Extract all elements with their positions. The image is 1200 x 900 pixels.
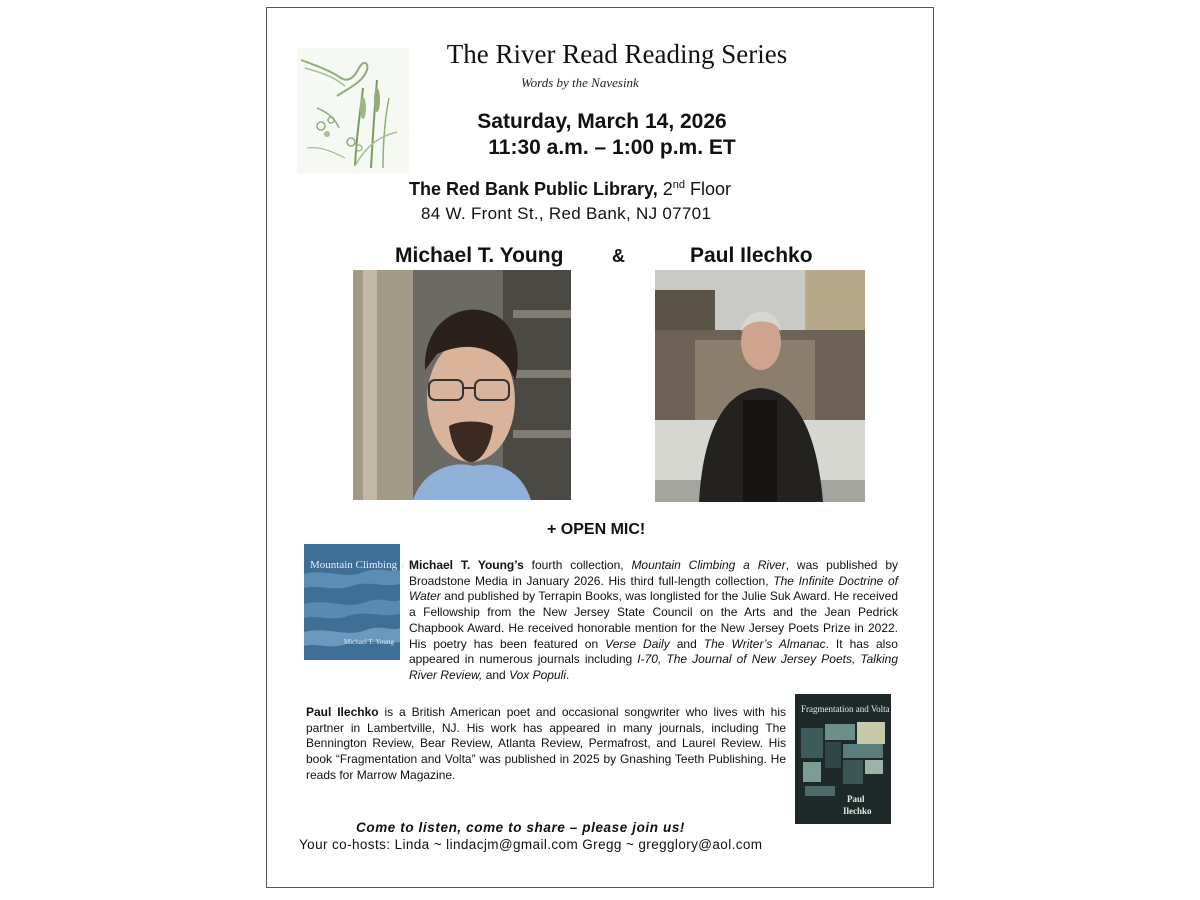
bio-michael-young bbox=[409, 558, 898, 684]
hosts-label: Your co-hosts: bbox=[299, 837, 391, 852]
bio1-italic-3: Verse Daily bbox=[605, 636, 670, 651]
bio1-text-2: , was published by Broadstone Media in January 2026. His third full-length collection, bbox=[409, 558, 898, 588]
bio1-text-3: and published by Terrapin Books, was longlisted for the Julie Suk Award. He received a Fellowship from the New Jersey State Council on the Arts and the Jean Pedrick Chapbook Award. He received honorable mention for the New Jersey Poets Prize in 2022. His poetry has been featured on bbox=[409, 589, 898, 651]
book2-cover-author-last: Ilechko bbox=[843, 806, 872, 816]
book2-cover-author-first: Paul bbox=[847, 794, 865, 804]
bio1-text-7: . bbox=[566, 667, 570, 682]
book1-cover-author: Michael T. Young bbox=[344, 638, 394, 646]
reeds-icon bbox=[297, 48, 409, 173]
series-title: The River Read Reading Series bbox=[446, 39, 788, 69]
venue-name: The Red Bank Public Library, bbox=[409, 179, 658, 199]
bio1-text-1: fourth collection, bbox=[523, 558, 632, 572]
bio1-italic-4: The Writer’s Almanac bbox=[703, 636, 826, 651]
river-reeds-logo bbox=[297, 48, 409, 173]
co-hosts-line bbox=[299, 837, 762, 852]
reader-2-name: Paul Ilechko bbox=[690, 244, 813, 267]
bio1-italic-1: Mountain Climbing a River bbox=[631, 558, 786, 572]
floor-suffix: nd bbox=[672, 179, 686, 191]
event-venue bbox=[409, 179, 731, 200]
book-cover-mountain-climbing bbox=[304, 544, 432, 660]
closing-invitation: Come to listen, come to share – please join us! bbox=[356, 820, 686, 835]
host-linda: Linda ~ lindacjm@gmail.com bbox=[394, 837, 579, 852]
book-cover-fragmentation-volta bbox=[795, 694, 891, 824]
bio-paul-ilechko bbox=[306, 705, 786, 784]
event-time: 11:30 a.m. – 1:00 p.m. ET bbox=[488, 136, 736, 159]
event-date: Saturday, March 14, 2026 bbox=[477, 110, 727, 133]
reader-1-name: Michael T. Young bbox=[395, 244, 564, 267]
ampersand: & bbox=[612, 246, 625, 266]
bio1-name: Michael T. Young’s bbox=[409, 558, 524, 572]
bio1-italic-6: Vox Populi bbox=[509, 667, 566, 682]
book1-cover-title: Mountain Climbing a River bbox=[310, 559, 432, 571]
bio1-text-6: and bbox=[482, 667, 510, 682]
book2-cover-title: Fragmentation and Volta bbox=[801, 704, 890, 714]
floor-word: Floor bbox=[690, 179, 732, 199]
open-mic-heading: + OPEN MIC! bbox=[547, 521, 646, 538]
bio1-italic-2: The Infinite Doctrine of Water bbox=[409, 573, 898, 604]
floor-number: 2 bbox=[662, 179, 673, 199]
bio1-italic-5: I-70, The Journal of New Jersey Poets, Talking River Review, bbox=[409, 652, 898, 682]
event-address: 84 W. Front St., Red Bank, NJ 07701 bbox=[421, 204, 712, 223]
series-subtitle: Words by the Navesink bbox=[521, 75, 639, 90]
bio1-text-5: . It has also appeared in numerous journals including bbox=[409, 636, 898, 667]
host-gregg: Gregg ~ gregglory@aol.com bbox=[582, 837, 763, 852]
flyer-page bbox=[266, 7, 934, 888]
bio2-text: is a British American poet and occasional songwriter who lives with his partner in Lambertville, NJ. His work has appeared in many journals, including The Bennington Review, Bear Review, Atlanta Review, Permafrost, and Laurel Review. His book “Fragmentation and Volta” was published in 2025 by Gnashing Teeth Publishing. He reads for Marrow Magazine. bbox=[306, 705, 786, 782]
reader-1-photo bbox=[353, 270, 571, 500]
bio1-text-4: and bbox=[669, 636, 704, 651]
reader-2-photo bbox=[655, 270, 865, 502]
bio2-name: Paul Ilechko bbox=[306, 705, 379, 719]
